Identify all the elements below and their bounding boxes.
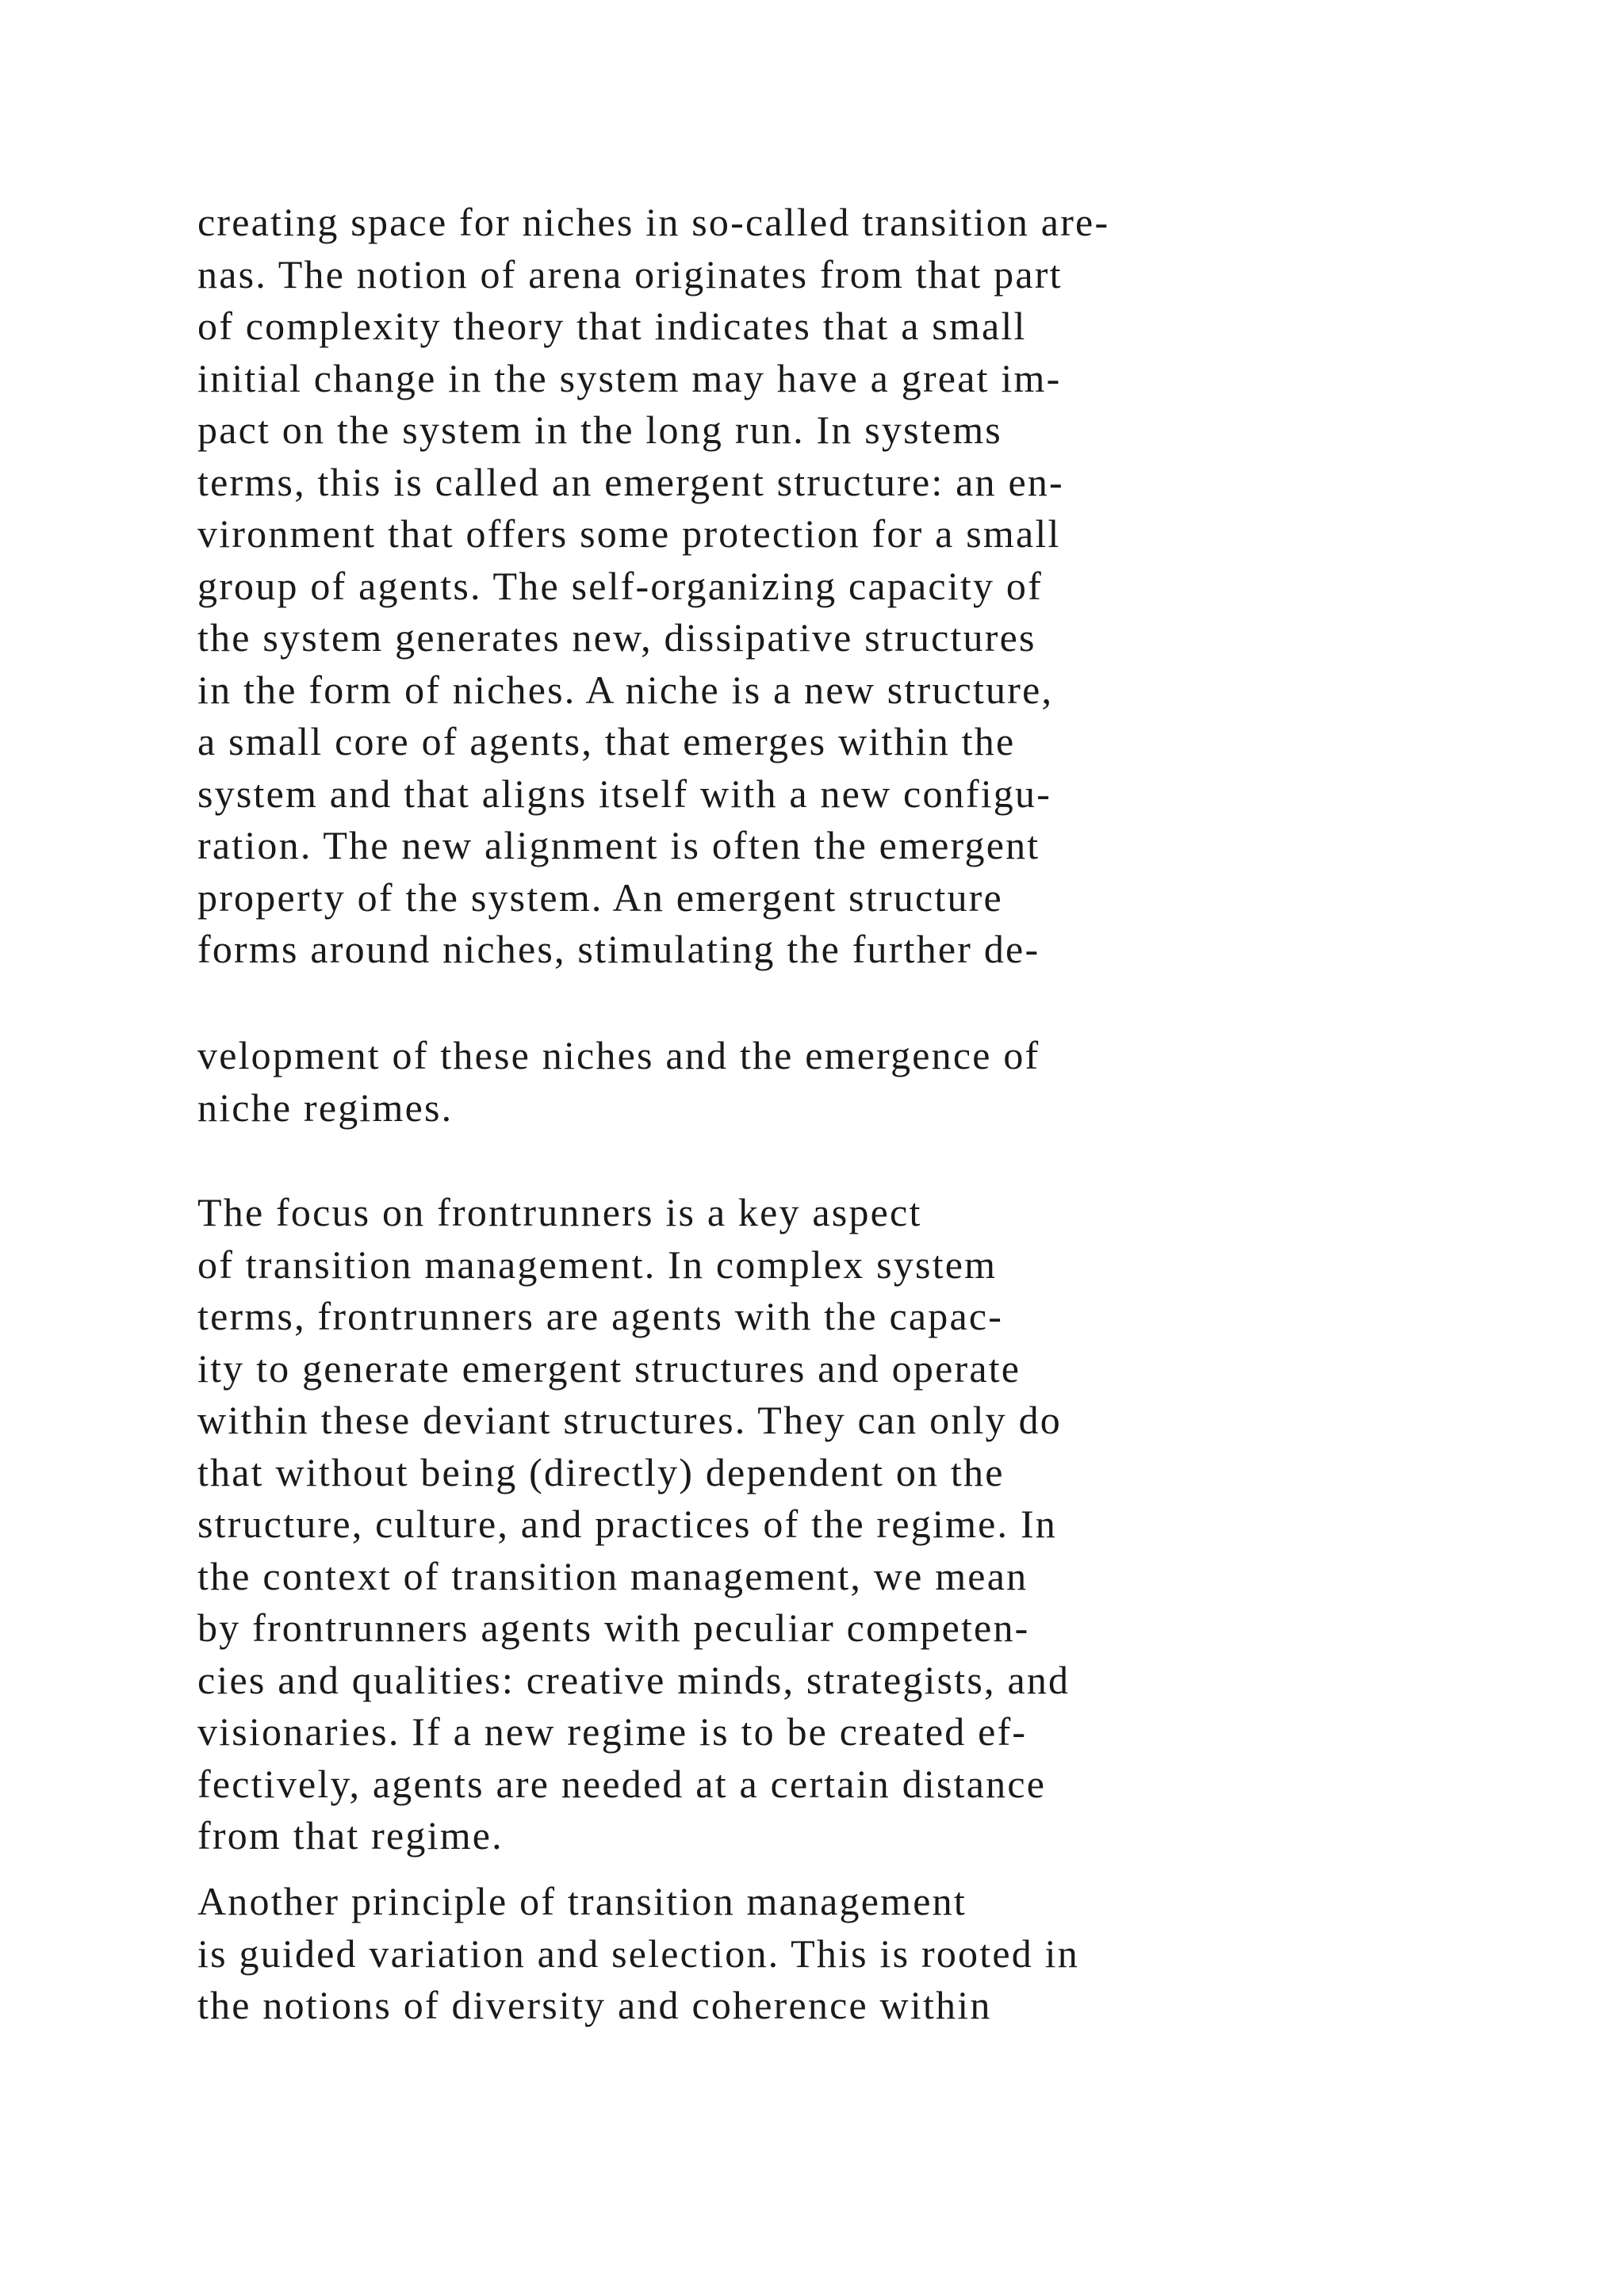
- text-line: nas. The notion of arena originates from that part: [197, 251, 1063, 297]
- text-line: the system generates new, dissipative structures: [197, 615, 1036, 660]
- text-line: ration. The new alignment is often the emergent: [197, 823, 1040, 867]
- text-line: of complexity theory that indicates that a small: [197, 304, 1027, 348]
- text-line: of transition management. In complex system: [197, 1242, 998, 1287]
- text-line: velopment of these niches and the emergence of: [197, 1033, 1040, 1077]
- text-line: in the form of niches. A niche is a new structure,: [197, 667, 1054, 712]
- text-line: initial change in the system may have a great im-: [197, 355, 1062, 400]
- paragraph: [197, 1187, 1070, 1862]
- text-line: niche regimes.: [197, 1085, 454, 1130]
- text-line: property of the system. An emergent structure: [197, 874, 1003, 920]
- text-line: ity to generate emergent structures and operate: [197, 1345, 1021, 1391]
- text-line: system and that aligns itself with a new configu-: [197, 771, 1052, 816]
- text-line: that without being (directly) dependent on the: [197, 1449, 1005, 1494]
- text-line: within these deviant structures. They can only do: [197, 1398, 1062, 1442]
- text-line: Another principle of transition management: [197, 1879, 967, 1923]
- text-line: from that regime.: [197, 1813, 504, 1858]
- text-line: visionaries. If a new regime is to be created ef-: [197, 1709, 1028, 1754]
- text-line: is guided variation and selection. This is rooted in: [197, 1931, 1079, 1976]
- text-line: The focus on frontrunners is a key aspect: [197, 1190, 922, 1234]
- paragraph: [197, 1030, 1040, 1134]
- text-line: structure, culture, and practices of the regime. In: [197, 1502, 1058, 1546]
- text-line: creating space for niches in so-called transition are-: [197, 200, 1110, 244]
- text-line: the notions of diversity and coherence within: [197, 1983, 992, 2027]
- text-line: a small core of agents, that emerges within the: [197, 719, 1016, 763]
- text-line: cies and qualities: creative minds, strategists, and: [197, 1657, 1071, 1702]
- paragraph: [197, 1876, 1079, 2032]
- text-line: group of agents. The self-organizing capacity of: [197, 563, 1043, 608]
- text-line: pact on the system in the long run. In systems: [197, 408, 1002, 452]
- text-line: terms, frontrunners are agents with the capac-: [197, 1294, 1004, 1338]
- text-line: forms around niches, stimulating the further de-: [197, 927, 1040, 971]
- paragraph: [197, 197, 1109, 976]
- text-line: by frontrunners agents with peculiar competen-: [197, 1605, 1030, 1650]
- text-line: terms, this is called an emergent structure: an en-: [197, 459, 1064, 504]
- text-line: vironment that offers some protection for a small: [197, 511, 1061, 556]
- text-line: the context of transition management, we mean: [197, 1553, 1028, 1598]
- text-line: fectively, agents are needed at a certain distance: [197, 1761, 1047, 1806]
